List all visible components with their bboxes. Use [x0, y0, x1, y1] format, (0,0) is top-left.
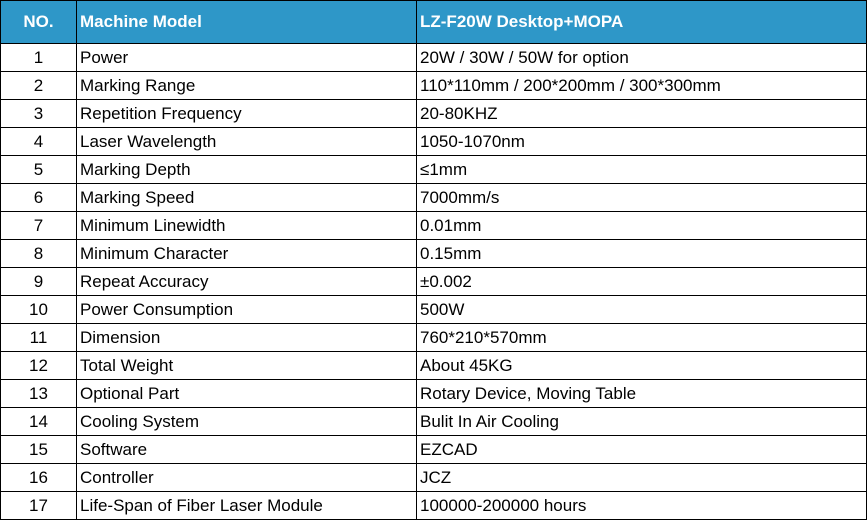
row-number: 11: [1, 324, 77, 352]
header-machine-model: Machine Model: [77, 1, 417, 44]
row-number: 2: [1, 72, 77, 100]
row-value: About 45KG: [417, 352, 867, 380]
row-parameter: Dimension: [77, 324, 417, 352]
row-parameter: Optional Part: [77, 380, 417, 408]
row-parameter: Laser Wavelength: [77, 128, 417, 156]
row-value: 7000mm/s: [417, 184, 867, 212]
row-number: 15: [1, 436, 77, 464]
row-number: 9: [1, 268, 77, 296]
row-value: ≤1mm: [417, 156, 867, 184]
row-parameter: Cooling System: [77, 408, 417, 436]
row-value: 100000-200000 hours: [417, 492, 867, 520]
table-row: [1, 296, 867, 324]
row-number: 4: [1, 128, 77, 156]
row-number: 1: [1, 44, 77, 72]
header-row: [1, 1, 867, 44]
row-parameter: Controller: [77, 464, 417, 492]
row-value: Bulit In Air Cooling: [417, 408, 867, 436]
table-row: [1, 128, 867, 156]
table-row: [1, 464, 867, 492]
row-number: 12: [1, 352, 77, 380]
row-number: 16: [1, 464, 77, 492]
row-value: JCZ: [417, 464, 867, 492]
table-row: [1, 436, 867, 464]
table-row: [1, 72, 867, 100]
row-number: 6: [1, 184, 77, 212]
row-parameter: Repetition Frequency: [77, 100, 417, 128]
row-parameter: Marking Depth: [77, 156, 417, 184]
row-value: 20-80KHZ: [417, 100, 867, 128]
row-number: 5: [1, 156, 77, 184]
row-value: 0.01mm: [417, 212, 867, 240]
row-parameter: Software: [77, 436, 417, 464]
table-row: [1, 380, 867, 408]
row-number: 10: [1, 296, 77, 324]
row-parameter: Total Weight: [77, 352, 417, 380]
table-row: [1, 212, 867, 240]
row-parameter: Marking Speed: [77, 184, 417, 212]
row-number: 14: [1, 408, 77, 436]
table-row: [1, 492, 867, 520]
row-value: EZCAD: [417, 436, 867, 464]
row-parameter: Repeat Accuracy: [77, 268, 417, 296]
row-parameter: Minimum Character: [77, 240, 417, 268]
row-parameter: Power: [77, 44, 417, 72]
row-parameter: Minimum Linewidth: [77, 212, 417, 240]
row-value: 500W: [417, 296, 867, 324]
row-number: 3: [1, 100, 77, 128]
table-row: [1, 240, 867, 268]
row-parameter: Marking Range: [77, 72, 417, 100]
table-row: [1, 44, 867, 72]
row-value: Rotary Device, Moving Table: [417, 380, 867, 408]
row-number: 8: [1, 240, 77, 268]
row-number: 17: [1, 492, 77, 520]
row-number: 7: [1, 212, 77, 240]
row-value: 0.15mm: [417, 240, 867, 268]
table-row: [1, 156, 867, 184]
table-row: [1, 324, 867, 352]
row-value: 760*210*570mm: [417, 324, 867, 352]
table-row: [1, 184, 867, 212]
spec-table-body: [1, 44, 867, 520]
row-value: 110*110mm / 200*200mm / 300*300mm: [417, 72, 867, 100]
header-no: NO.: [1, 1, 77, 44]
row-value: 20W / 30W / 50W for option: [417, 44, 867, 72]
table-row: [1, 408, 867, 436]
row-value: 1050-1070nm: [417, 128, 867, 156]
row-parameter: Power Consumption: [77, 296, 417, 324]
table-row: [1, 100, 867, 128]
row-value: ±0.002: [417, 268, 867, 296]
row-number: 13: [1, 380, 77, 408]
row-parameter: Life-Span of Fiber Laser Module: [77, 492, 417, 520]
table-row: [1, 352, 867, 380]
header-product-name: LZ-F20W Desktop+MOPA: [417, 1, 867, 44]
spec-table-header: [1, 1, 867, 44]
table-row: [1, 268, 867, 296]
